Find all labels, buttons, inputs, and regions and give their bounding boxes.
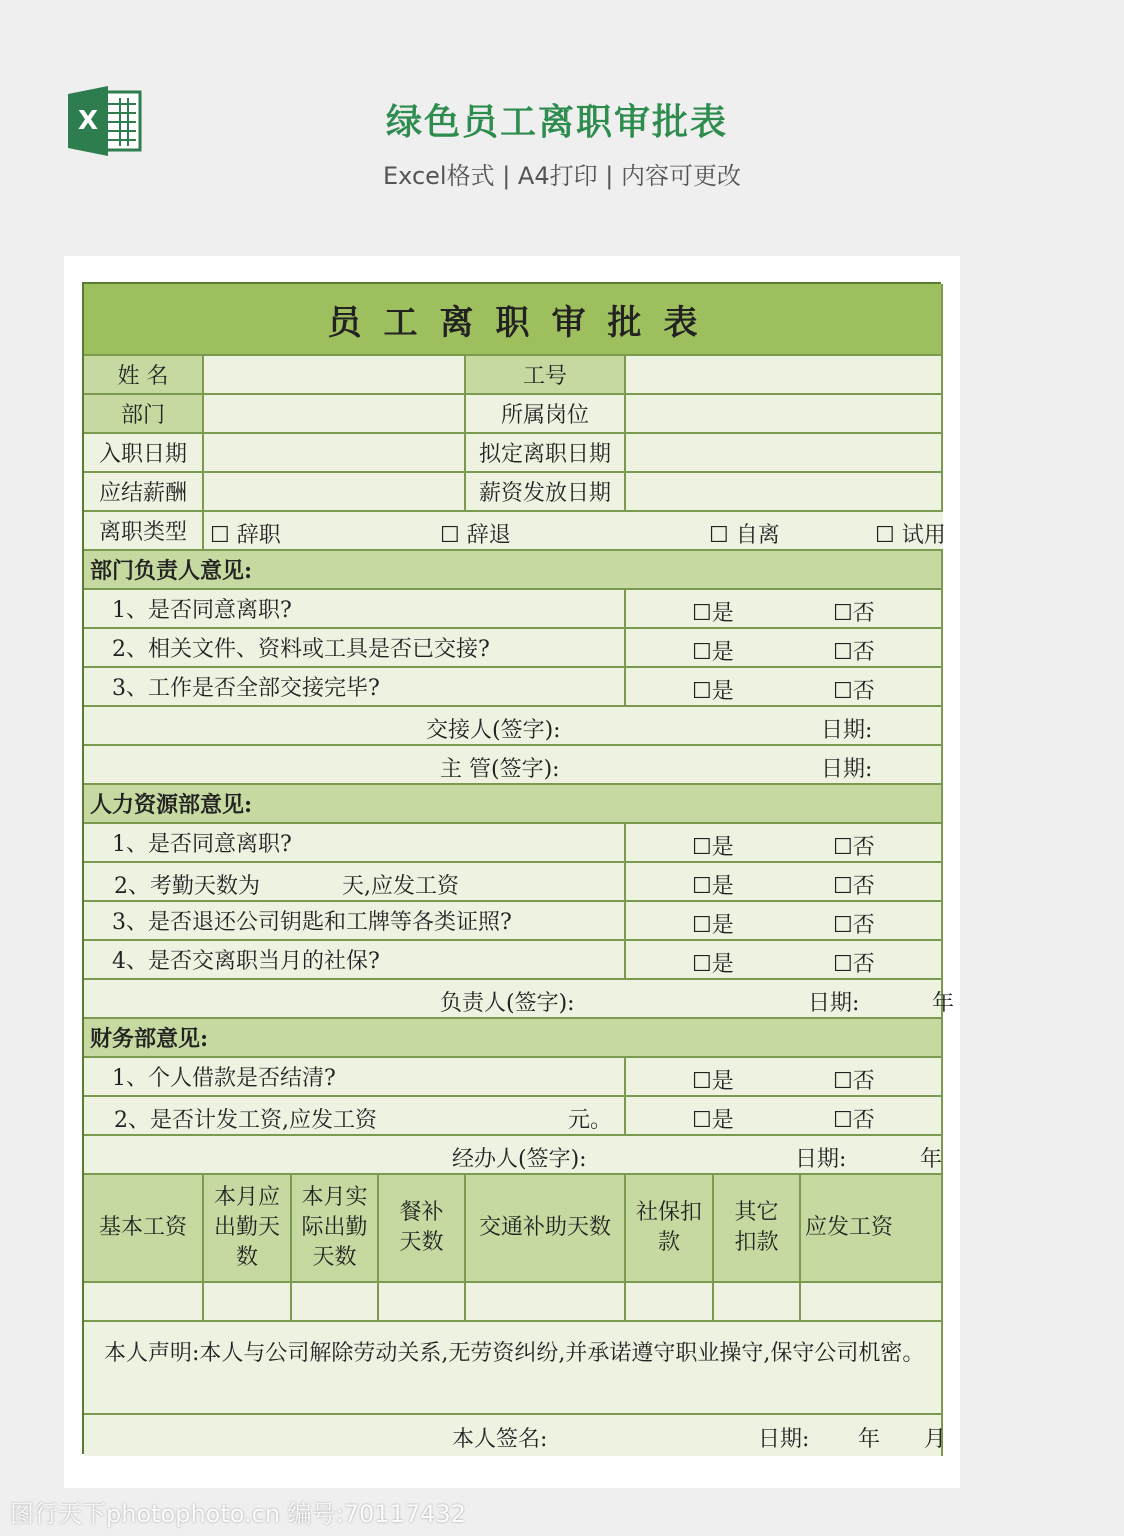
- hr-section-title: 人力资源部意见:: [84, 785, 943, 824]
- dept-q1: 1、是否同意离职?: [84, 590, 626, 629]
- self-date-label: 日期:: [758, 1427, 810, 1452]
- finance-section-title: 财务部意见:: [84, 1019, 943, 1058]
- finance-q1-no-checkbox[interactable]: ☐否: [833, 1069, 875, 1094]
- dept-q1-no-checkbox[interactable]: ☐否: [833, 601, 875, 626]
- leave-type-label: 离职类型: [84, 512, 204, 551]
- finance-q2-text-a: 2、是否计发工资,应发工资: [114, 1108, 377, 1133]
- pay-header-meal-days: 餐补天数: [379, 1175, 466, 1283]
- pay-header-expected-days: 本月应出勤天数: [204, 1175, 292, 1283]
- hr-q3: 3、是否退还公司钥匙和工牌等各类证照?: [84, 902, 626, 941]
- watermark: 图行天下photophoto.cn 编号:70117432: [10, 1500, 466, 1528]
- hr-sign-label: 负责人(签字):: [440, 991, 575, 1016]
- leave-date-label: 拟定离职日期: [466, 434, 626, 473]
- hr-q2-text-b: 天,应发工资: [342, 874, 459, 899]
- page-header: [0, 0, 1024, 255]
- pay-cell-insurance[interactable]: [626, 1283, 714, 1322]
- hr-date-label: 日期:: [808, 991, 860, 1016]
- pay-cell-other[interactable]: [714, 1283, 801, 1322]
- hr-q1-no-checkbox[interactable]: ☐否: [833, 835, 875, 860]
- hr-q1-yes-checkbox[interactable]: ☐是: [692, 835, 734, 860]
- leave-date-field[interactable]: [626, 434, 943, 473]
- pay-header-transport-days: 交通补助天数: [466, 1175, 626, 1283]
- pay-header-actual-days: 本月实际出勤天数: [292, 1175, 379, 1283]
- hr-q4-no-checkbox[interactable]: ☐否: [833, 952, 875, 977]
- dept-q3-yes-checkbox[interactable]: ☐是: [692, 679, 734, 704]
- hr-q4-yes-checkbox[interactable]: ☐是: [692, 952, 734, 977]
- salary-label: 应结薪酬: [84, 473, 204, 512]
- hr-date-year: 年: [932, 991, 955, 1016]
- leave-type-self-checkbox[interactable]: ☐ 自离: [709, 523, 780, 548]
- leave-type-trial-checkbox[interactable]: ☐ 试用: [875, 523, 946, 548]
- hr-q2-text-a: 2、考勤天数为: [114, 874, 260, 899]
- pay-header-base: 基本工资: [84, 1175, 204, 1283]
- dept-q1-yes-checkbox[interactable]: ☐是: [692, 601, 734, 626]
- dept-section-title: 部门负责人意见:: [84, 551, 943, 590]
- post-field[interactable]: [626, 395, 943, 434]
- name-field[interactable]: [204, 356, 466, 395]
- hr-q4: 4、是否交离职当月的社保?: [84, 941, 626, 980]
- finance-q2-yes-checkbox[interactable]: ☐是: [692, 1108, 734, 1133]
- self-date-month: 月: [924, 1427, 947, 1452]
- dept-q1-answer: [626, 590, 943, 629]
- hire-date-field[interactable]: [204, 434, 466, 473]
- dept-q3-answer: [626, 668, 943, 707]
- finance-q1-answer: [626, 1058, 943, 1097]
- handover-sign-label: 交接人(签字):: [426, 718, 561, 743]
- pay-cell-base[interactable]: [84, 1283, 204, 1322]
- dept-q2: 2、相关文件、资料或工具是否已交接?: [84, 629, 626, 668]
- page-subtitle: Excel格式 | A4打印 | 内容可更改: [383, 162, 741, 190]
- form-title: 员工离职审批表: [84, 284, 943, 356]
- pay-date-label: 薪资发放日期: [466, 473, 626, 512]
- hr-q3-answer: [626, 902, 943, 941]
- dept-label: 部门: [84, 395, 204, 434]
- finance-date-year: 年: [920, 1147, 943, 1172]
- pay-header-total: 应发工资: [801, 1175, 943, 1283]
- dept-field[interactable]: [204, 395, 466, 434]
- hr-q3-no-checkbox[interactable]: ☐否: [833, 913, 875, 938]
- name-label: 姓 名: [84, 356, 204, 395]
- hr-q2-answer: [626, 863, 943, 902]
- leave-type-dismiss-checkbox[interactable]: ☐ 辞退: [440, 523, 511, 548]
- finance-q2-text-b: 元。: [568, 1108, 613, 1133]
- pay-date-field[interactable]: [626, 473, 943, 512]
- supervisor-date-label: 日期:: [821, 757, 873, 782]
- pay-header-insurance: 社保扣款: [626, 1175, 714, 1283]
- resignation-form: [82, 282, 955, 1454]
- hr-q2-no-checkbox[interactable]: ☐否: [833, 874, 875, 899]
- dept-q2-no-checkbox[interactable]: ☐否: [833, 640, 875, 665]
- dept-q3: 3、工作是否全部交接完毕?: [84, 668, 626, 707]
- dept-q2-answer: [626, 629, 943, 668]
- pay-header-other: 其它扣款: [714, 1175, 801, 1283]
- handover-date-label: 日期:: [821, 718, 873, 743]
- id-field[interactable]: [626, 356, 943, 395]
- dept-q2-yes-checkbox[interactable]: ☐是: [692, 640, 734, 665]
- id-label: 工号: [466, 356, 626, 395]
- supervisor-sign-label: 主 管(签字):: [440, 757, 560, 782]
- pay-cell-expected-days[interactable]: [204, 1283, 292, 1322]
- post-label: 所属岗位: [466, 395, 626, 434]
- finance-q1: 1、个人借款是否结清?: [84, 1058, 626, 1097]
- finance-q2-no-checkbox[interactable]: ☐否: [833, 1108, 875, 1133]
- dept-q3-no-checkbox[interactable]: ☐否: [833, 679, 875, 704]
- hr-q1: 1、是否同意离职?: [84, 824, 626, 863]
- page-title: 绿色员工离职审批表: [385, 102, 728, 143]
- pay-cell-meal-days[interactable]: [379, 1283, 466, 1322]
- pay-cell-transport-days[interactable]: [466, 1283, 626, 1322]
- hr-q4-answer: [626, 941, 943, 980]
- self-date-year: 年: [858, 1427, 881, 1452]
- finance-sign-label: 经办人(签字):: [452, 1147, 587, 1172]
- hr-q2-yes-checkbox[interactable]: ☐是: [692, 874, 734, 899]
- pay-cell-total[interactable]: [801, 1283, 943, 1322]
- leave-type-options: [204, 512, 943, 551]
- finance-date-label: 日期:: [795, 1147, 847, 1172]
- hire-date-label: 入职日期: [84, 434, 204, 473]
- hr-q1-answer: [626, 824, 943, 863]
- salary-field[interactable]: [204, 473, 466, 512]
- svg-text:X: X: [77, 106, 99, 136]
- hr-q3-yes-checkbox[interactable]: ☐是: [692, 913, 734, 938]
- leave-type-resign-checkbox[interactable]: ☐ 辞职: [210, 523, 281, 548]
- finance-q1-yes-checkbox[interactable]: ☐是: [692, 1069, 734, 1094]
- self-sign-label: 本人签名:: [452, 1427, 548, 1452]
- finance-q2-answer: [626, 1097, 943, 1136]
- pay-cell-actual-days[interactable]: [292, 1283, 379, 1322]
- declaration-text: 本人声明:本人与公司解除劳动关系,无劳资纠纷,并承诺遵守职业操守,保守公司机密。: [104, 1341, 925, 1366]
